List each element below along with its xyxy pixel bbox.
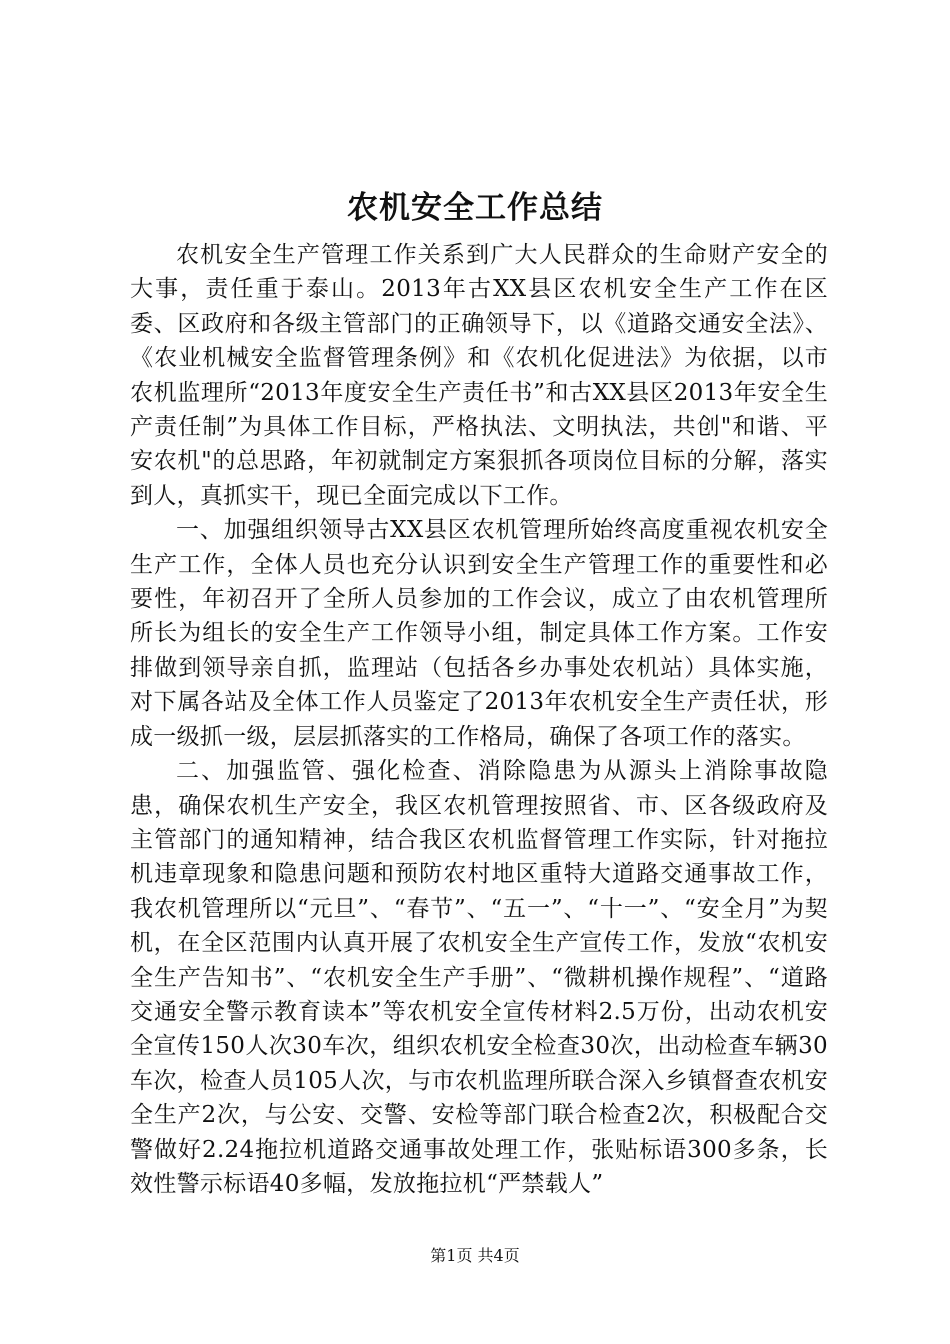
paragraph-section-2: 二、加强监管、强化检查、消除隐患为从源头上消除事故隐患，确保农机生产安全，我区农机管理按照省、市、区各级政府及主管部门的通知精神，结合我区农机监督管理工作实际，针对拖拉机违章现象和隐患问题和预防农村地区重特大道路交通事故工作，我农机管理所以“元旦”、“春节”、“五一”、“十一”、“安全月”为契机，在全区范围内认真开展了农机安全生产宣传工作，发放“农机安全生产告知书”、“农机安全生产手册”、“微耕机操作规程”、“道路交通安全警示教育读本”等农机安全宣传材料2.5万份，出动农机安全宣传150人次30车次，组织农机安全检查30次，出动检查车辆30车次，检查人员105人次，与市农机监理所联合深入乡镇督查农机安全生产2次，与公安、交警、安检等部门联合检查2次，积极配合交警做好2.24拖拉机道路交通事故处理工作，张贴标语300多条，长效性警示标语40多幅，发放拖拉机“严禁载人” (130, 758, 828, 1197)
page-number-footer: 第1页 共4页 (430, 1246, 520, 1265)
paragraph-intro: 农机安全生产管理工作关系到广大人民群众的生命财产安全的大事，责任重于泰山。2013年古XX县区农机安全生产工作在区委、区政府和各级主管部门的正确领导下，以《道路交通安全法》、《农业机械安全监督管理条例》和《农机化促进法》为依据，以市农机监理所“2013年度安全生产责任书”和古XX县区2013年安全生产责任制”为具体工作目标，严格执法、文明执法，共创"和谐、平安农机"的总思路，年初就制定方案狠抓各项岗位目标的分解，落实到人，真抓实干，现已全面完成以下工作。 (130, 242, 828, 509)
document-body (130, 238, 828, 1201)
document-title: 农机安全工作总结 (347, 190, 603, 226)
paragraph-section-1: 一、加强组织领导古XX县区农机管理所始终高度重视农机安全生产工作，全体人员也充分认识到安全生产管理工作的重要性和必要性，年初召开了全所人员参加的工作会议，成立了由农机管理所所长为组长的安全生产工作领导小组，制定具体工作方案。工作安排做到领导亲自抓，监理站（包括各乡办事处农机站）具体实施，对下属各站及全体工作人员鉴定了2013年农机安全生产责任状，形成一级抓一级，层层抓落实的工作格局，确保了各项工作的落实。 (130, 517, 828, 750)
